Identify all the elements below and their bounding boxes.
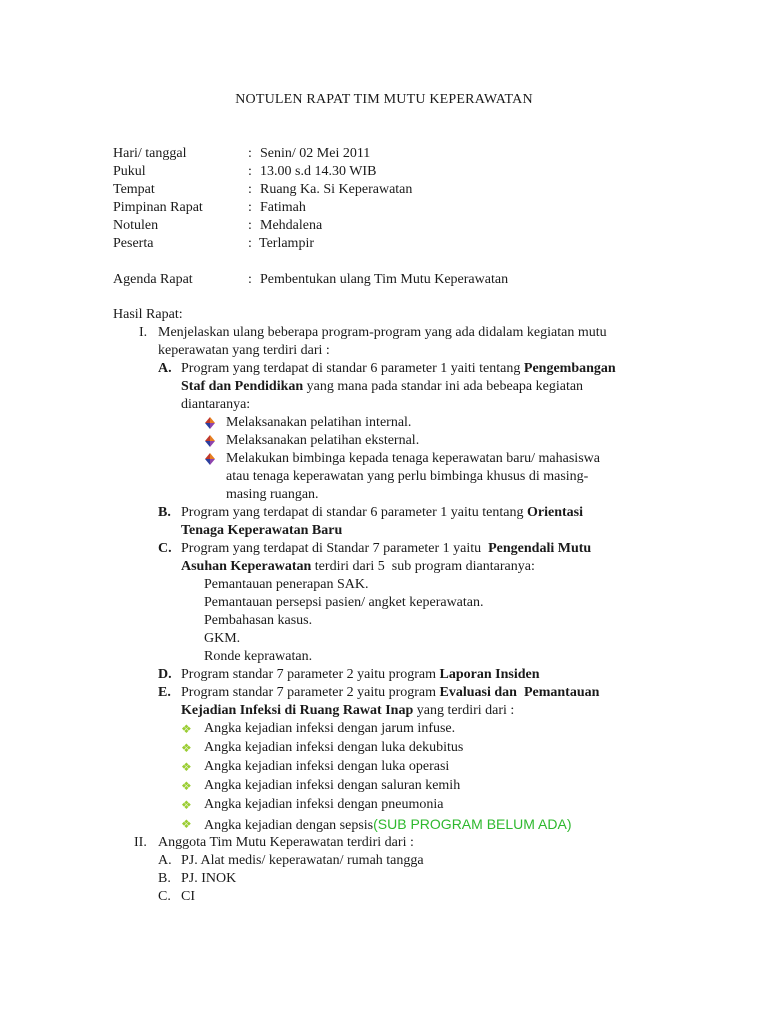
- item-b-text: Program yang terdapat di standar 6 parameter 1 yaitu tentang: [181, 505, 527, 520]
- item-b-bold: Orientasi: [527, 505, 583, 520]
- diamond-bullet-icon: ❖: [181, 779, 192, 793]
- section-1-text: keperawatan yang terdiri dari :: [158, 343, 330, 358]
- item-a-line-2: [181, 378, 583, 396]
- item-e-text: yang terdiri dari :: [413, 703, 515, 718]
- diamond-bullet-icon: ❖: [181, 722, 192, 736]
- item-e-bold: Kejadian Infeksi di Ruang Rawat Inap: [181, 703, 414, 718]
- meta-label: Pimpinan Rapat: [113, 200, 203, 215]
- agenda-value: Pembentukan ulang Tim Mutu Keperawatan: [260, 272, 509, 287]
- arrow-down-icon: [204, 417, 216, 429]
- meta-label: Pukul: [113, 164, 146, 179]
- diamond-bullet-icon: ❖: [181, 741, 192, 755]
- meta-label: Peserta: [113, 236, 154, 251]
- item-d-text: Program standar 7 parameter 2 yaitu program: [181, 667, 440, 682]
- item-a-line-1: [181, 360, 616, 378]
- arrow-down-icon: [204, 453, 216, 465]
- meta-label: Hari/ tanggal: [113, 146, 187, 161]
- section-2-item-text: PJ. Alat medis/ keperawatan/ rumah tangga: [181, 853, 424, 868]
- agenda-label: Agenda Rapat: [113, 272, 193, 287]
- item-c-text: terdiri dari 5 sub program diantaranya:: [311, 559, 535, 574]
- item-a-bold: Pengembangan: [523, 361, 616, 376]
- item-a-bullet-text: Melaksanakan pelatihan eksternal.: [226, 433, 420, 448]
- meta-value: Mehdalena: [260, 218, 323, 233]
- item-e-bullet-text: Angka kejadian infeksi dengan luka operasi: [204, 759, 450, 774]
- meta-colon: :: [248, 218, 252, 233]
- item-e-bullet-text: Angka kejadian infeksi dengan saluran kemih: [204, 778, 461, 793]
- item-a-text: yang mana pada standar ini ada bebeapa kegiatan: [303, 379, 584, 394]
- item-d-marker: D.: [158, 667, 172, 682]
- meta-colon: :: [248, 164, 252, 179]
- meta-label: Notulen: [113, 218, 159, 233]
- meta-value: Terlampir: [259, 236, 314, 251]
- item-c-bold: Pengendali Mutu: [488, 541, 592, 556]
- item-c-text: Program yang terdapat di Standar 7 parameter 1 yaitu: [181, 541, 489, 556]
- diamond-bullet-icon: ❖: [181, 798, 192, 812]
- item-c-subprogram: Ronde keprawatan.: [204, 649, 313, 664]
- item-c-subprogram: GKM.: [204, 631, 241, 646]
- item-a-marker: A.: [158, 361, 172, 376]
- item-a-text: Program yang terdapat di standar 6 parameter 1 yaiti tentang: [181, 361, 524, 376]
- item-c-subprogram: Pembahasan kasus.: [204, 613, 313, 628]
- arrow-down-icon: [204, 435, 216, 447]
- section-2-item-text: PJ. INOK: [181, 871, 237, 886]
- item-c-line-2: [181, 558, 535, 576]
- item-a-bullet-cont: atau tenaga keperawatan yang perlu bimbinga khusus di masing-: [226, 469, 589, 484]
- item-c-subprogram: Pemantauan penerapan SAK.: [204, 577, 369, 592]
- section-2-item-marker: B.: [158, 871, 171, 886]
- item-b-line-1: [181, 504, 583, 522]
- item-d-bold: Laporan Insiden: [439, 667, 540, 682]
- meta-value: 13.00 s.d 14.30 WIB: [260, 164, 377, 179]
- diamond-bullet-icon: ❖: [181, 760, 192, 774]
- meta-colon: :: [248, 182, 252, 197]
- item-d-line-1: [181, 666, 540, 684]
- document-title: NOTULEN RAPAT TIM MUTU KEPERAWATAN: [235, 92, 533, 107]
- meta-value: Ruang Ka. Si Keperawatan: [260, 182, 413, 197]
- item-a-bold: Staf dan Pendidikan: [181, 379, 304, 394]
- item-b-marker: B.: [158, 505, 171, 520]
- item-c-bold: Asuhan Keperawatan: [181, 559, 312, 574]
- item-c-subprogram: Pemantauan persepsi pasien/ angket keperawatan.: [204, 595, 484, 610]
- item-e-text: Program standar 7 parameter 2 yaitu program: [181, 685, 440, 700]
- item-e-marker: E.: [158, 685, 171, 700]
- meta-colon: :: [248, 200, 252, 215]
- section-2-item-text: CI: [181, 889, 195, 904]
- item-c-marker: C.: [158, 541, 172, 556]
- section-2-text: Anggota Tim Mutu Keperawatan terdiri dari :: [158, 835, 414, 850]
- item-e-bullet-last: [204, 815, 572, 833]
- agenda-colon: :: [248, 272, 252, 287]
- section-2-item-marker: A.: [158, 853, 172, 868]
- item-a-line-3: diantaranya:: [181, 397, 251, 412]
- meta-value: Fatimah: [260, 200, 306, 215]
- item-e-bullet-text: Angka kejadian infeksi dengan pneumonia: [204, 797, 444, 812]
- item-a-bullet-text: Melaksanakan pelatihan internal.: [226, 415, 412, 430]
- item-e-line-1: [181, 684, 599, 702]
- item-b-line-2: Tenaga Keperawatan Baru: [181, 523, 343, 538]
- item-e-bold: Evaluasi dan Pemantauan: [439, 685, 600, 700]
- section-2-item-marker: C.: [158, 889, 171, 904]
- hasil-rapat-label: Hasil Rapat:: [113, 307, 183, 322]
- item-e-bullet-text: Angka kejadian infeksi dengan jarum infuse.: [204, 721, 456, 736]
- section-2-marker: II.: [134, 835, 147, 850]
- sub-program-note: (SUB PROGRAM BELUM ADA): [373, 816, 572, 832]
- item-e-bullet-text: Angka kejadian infeksi dengan luka dekubitus: [204, 740, 464, 755]
- meta-label: Tempat: [113, 182, 155, 197]
- section-1-marker: I.: [139, 325, 148, 340]
- meta-value: Senin/ 02 Mei 2011: [260, 146, 371, 161]
- meta-colon: :: [248, 146, 252, 161]
- item-a-bullet-text: Melakukan bimbinga kepada tenaga keperawatan baru/ mahasiswa: [226, 451, 600, 466]
- item-e-bullet-text: Angka kejadian dengan sepsis: [204, 818, 374, 833]
- section-1-text: Menjelaskan ulang beberapa program-program yang ada didalam kegiatan mutu: [158, 325, 607, 340]
- item-c-line-1: [181, 540, 591, 558]
- diamond-bullet-icon: ❖: [181, 817, 192, 831]
- item-a-bullet-cont: masing ruangan.: [226, 487, 319, 502]
- meta-colon: :: [248, 236, 252, 251]
- item-e-line-2: [181, 702, 514, 720]
